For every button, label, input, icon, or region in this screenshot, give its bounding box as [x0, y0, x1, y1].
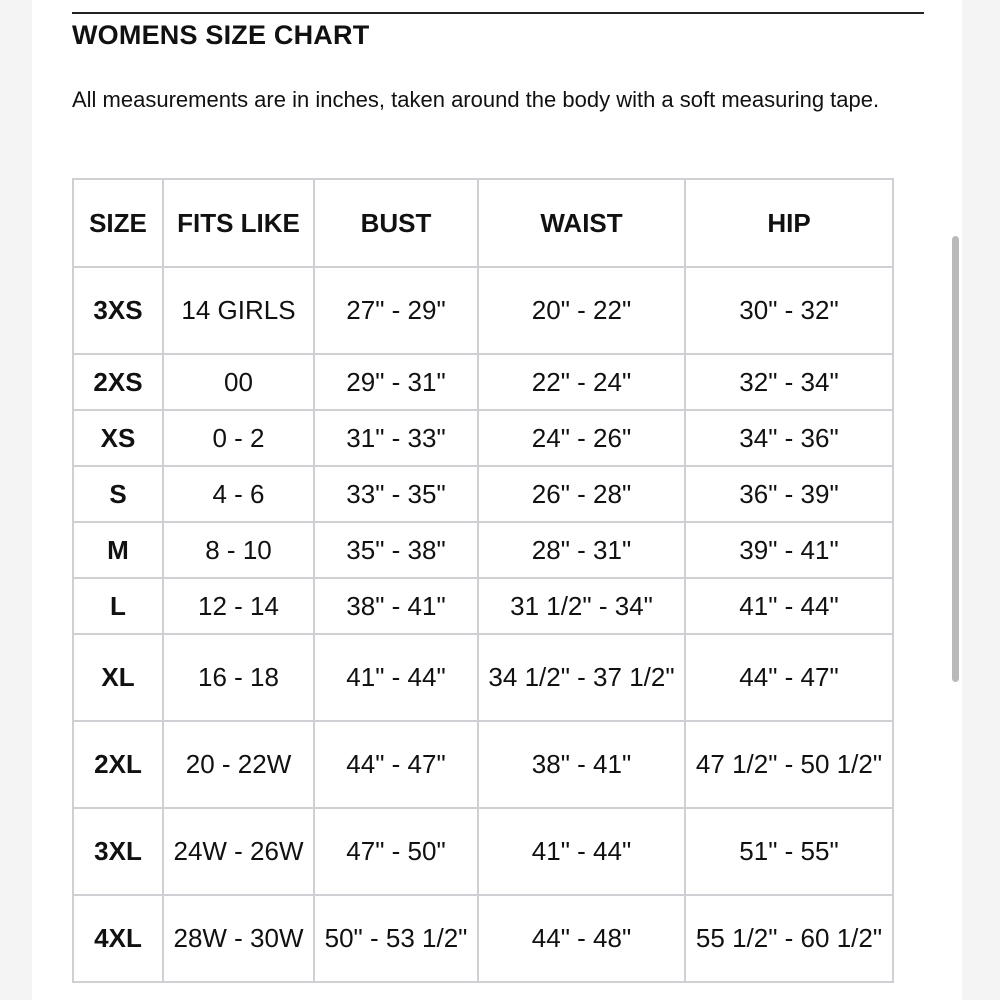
fits-like-cell: 12 - 14: [163, 578, 314, 634]
table-row: [73, 466, 893, 522]
waist-cell: 38" - 41": [478, 721, 685, 808]
fits-like-cell: 20 - 22W: [163, 721, 314, 808]
size-chart-table: [72, 178, 894, 983]
hip-cell: 34" - 36": [685, 410, 893, 466]
hip-cell: 44" - 47": [685, 634, 893, 721]
waist-cell: 20" - 22": [478, 267, 685, 354]
table-row: [73, 721, 893, 808]
table-row: [73, 410, 893, 466]
size-cell: XS: [73, 410, 163, 466]
fits-like-cell: 0 - 2: [163, 410, 314, 466]
size-cell: L: [73, 578, 163, 634]
table-row: [73, 354, 893, 410]
top-divider: [72, 12, 924, 14]
column-header-bust: BUST: [314, 179, 478, 267]
bust-cell: 31" - 33": [314, 410, 478, 466]
bust-cell: 33" - 35": [314, 466, 478, 522]
waist-cell: 22" - 24": [478, 354, 685, 410]
vertical-scrollbar[interactable]: [952, 236, 959, 682]
column-header-hip: HIP: [685, 179, 893, 267]
table-row: [73, 578, 893, 634]
bust-cell: 41" - 44": [314, 634, 478, 721]
hip-cell: 39" - 41": [685, 522, 893, 578]
table-row: [73, 808, 893, 895]
waist-cell: 44" - 48": [478, 895, 685, 982]
size-cell: S: [73, 466, 163, 522]
column-header-waist: WAIST: [478, 179, 685, 267]
fits-like-cell: 24W - 26W: [163, 808, 314, 895]
waist-cell: 28" - 31": [478, 522, 685, 578]
hip-cell: 47 1/2" - 50 1/2": [685, 721, 893, 808]
hip-cell: 51" - 55": [685, 808, 893, 895]
waist-cell: 26" - 28": [478, 466, 685, 522]
bust-cell: 29" - 31": [314, 354, 478, 410]
table-row: [73, 895, 893, 982]
fits-like-cell: 14 GIRLS: [163, 267, 314, 354]
bust-cell: 38" - 41": [314, 578, 478, 634]
table-row: [73, 634, 893, 721]
measurement-note: All measurements are in inches, taken around the body with a soft measuring tape.: [72, 87, 880, 112]
page: [32, 0, 962, 1000]
waist-cell: 31 1/2" - 34": [478, 578, 685, 634]
page-title: WOMENS SIZE CHART: [72, 20, 370, 50]
hip-cell: 30" - 32": [685, 267, 893, 354]
bust-cell: 50" - 53 1/2": [314, 895, 478, 982]
waist-cell: 34 1/2" - 37 1/2": [478, 634, 685, 721]
column-header-fits-like: FITS LIKE: [163, 179, 314, 267]
fits-like-cell: 4 - 6: [163, 466, 314, 522]
fits-like-cell: 00: [163, 354, 314, 410]
size-cell: M: [73, 522, 163, 578]
waist-cell: 41" - 44": [478, 808, 685, 895]
size-cell: 2XL: [73, 721, 163, 808]
bust-cell: 44" - 47": [314, 721, 478, 808]
bust-cell: 27" - 29": [314, 267, 478, 354]
size-cell: 2XS: [73, 354, 163, 410]
table-header-row: [73, 179, 893, 267]
table-row: [73, 267, 893, 354]
waist-cell: 24" - 26": [478, 410, 685, 466]
column-header-size: SIZE: [73, 179, 163, 267]
fits-like-cell: 16 - 18: [163, 634, 314, 721]
fits-like-cell: 28W - 30W: [163, 895, 314, 982]
fits-like-cell: 8 - 10: [163, 522, 314, 578]
hip-cell: 32" - 34": [685, 354, 893, 410]
hip-cell: 55 1/2" - 60 1/2": [685, 895, 893, 982]
bust-cell: 35" - 38": [314, 522, 478, 578]
hip-cell: 41" - 44": [685, 578, 893, 634]
size-cell: XL: [73, 634, 163, 721]
size-cell: 3XS: [73, 267, 163, 354]
table-row: [73, 522, 893, 578]
size-cell: 3XL: [73, 808, 163, 895]
size-cell: 4XL: [73, 895, 163, 982]
bust-cell: 47" - 50": [314, 808, 478, 895]
hip-cell: 36" - 39": [685, 466, 893, 522]
